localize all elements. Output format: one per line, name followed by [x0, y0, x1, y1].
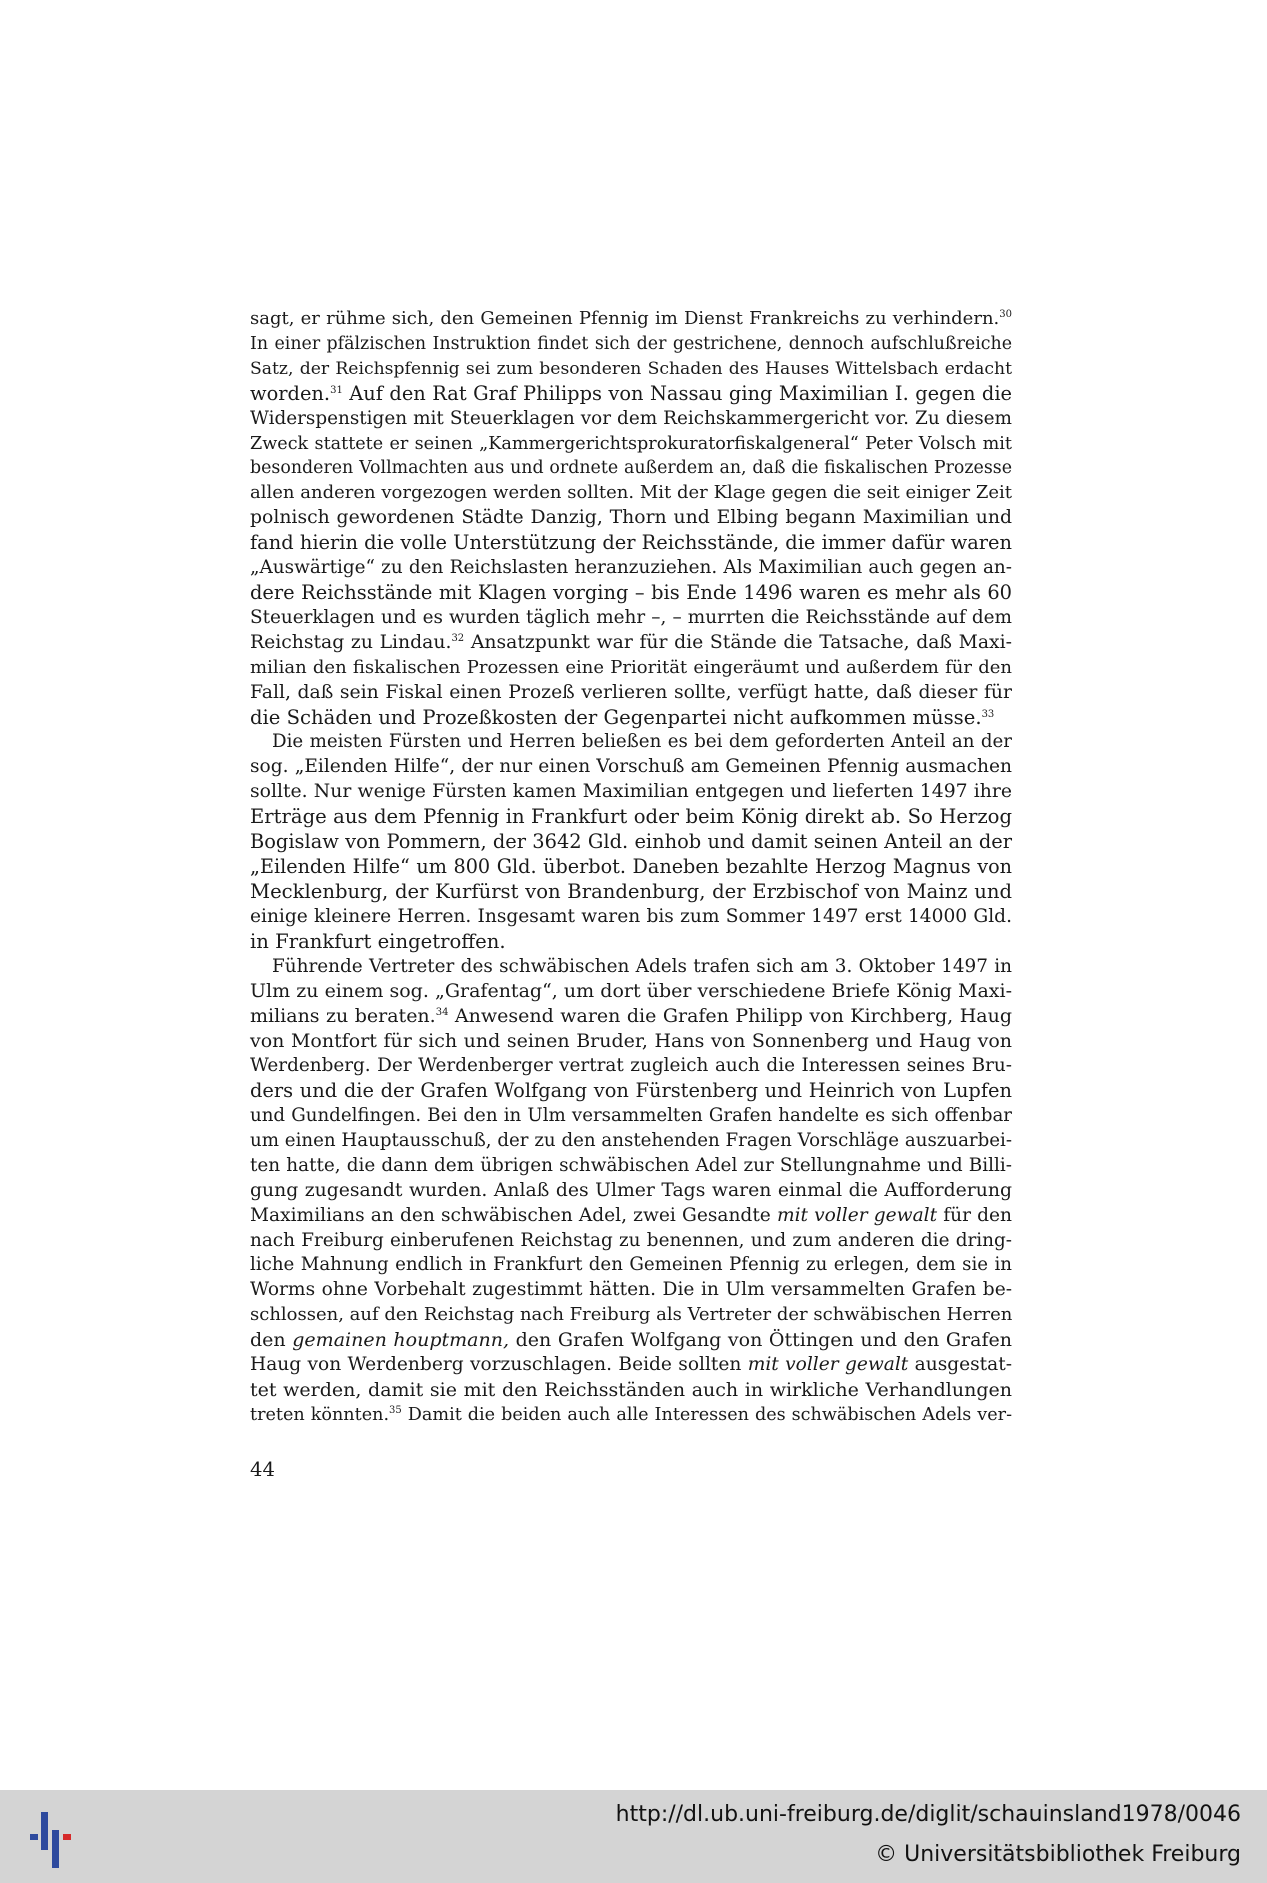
text-line	[250, 432, 1012, 457]
text-line	[250, 382, 1012, 407]
text-run: allen anderen vorgezogen werden sollten. Mit der Klage gegen die seit einiger Zeit	[250, 482, 1012, 504]
text-run: tet werden, damit sie mit den Reichsständen auch in wirkliche Verhandlungen	[250, 1378, 1012, 1401]
text-line	[250, 1229, 1012, 1254]
text-line	[250, 681, 1012, 706]
footer-bar	[0, 1790, 1267, 1883]
text-run: Auf den Rat Graf Philipps von Nassau ging Maximilian I. gegen die	[342, 381, 1012, 405]
text-line	[250, 307, 1012, 332]
footnote-marker: 31	[330, 384, 343, 396]
text-run: „Eilenden Hilfe“ um 800 Gld. überbot. Daneben bezahlte Herzog Magnus von	[250, 854, 1012, 878]
text-line	[250, 706, 1012, 731]
text-line	[250, 332, 1012, 357]
text-line	[250, 1303, 1012, 1328]
text-run: liche Mahnung endlich in Frankfurt den Gemeinen Pfennig zu erlegen, dem sie in	[250, 1254, 1012, 1276]
text-line	[250, 407, 1012, 432]
text-run: Maximilians an den schwäbischen Adel, zwei Gesandte	[250, 1204, 777, 1226]
text-line	[250, 1353, 1012, 1378]
text-line	[250, 780, 1012, 805]
text-line	[250, 456, 1012, 481]
text-run: worden.	[250, 381, 331, 405]
footnote-marker: 33	[981, 708, 995, 720]
footnote-marker: 34	[435, 1007, 449, 1019]
text-line	[250, 631, 1012, 656]
text-line	[250, 755, 1012, 780]
footnote-marker: 30	[999, 309, 1012, 320]
copyright-notice: © Universitätsbibliothek Freiburg	[875, 1842, 1241, 1867]
text-run: sagt, er rühme sich, den Gemeinen Pfennig im Dienst Frankreichs zu verhindern.	[250, 308, 1000, 329]
text-line	[250, 930, 1012, 955]
text-line	[250, 531, 1012, 556]
text-run: ders und die der Grafen Wolfgang von Fürstenberg und Heinrich von Lupfen	[250, 1079, 1012, 1103]
footnote-marker: 32	[451, 632, 465, 644]
text-run: um einen Hauptausschuß, der zu den anstehenden Fragen Vorschläge auszuarbei-	[250, 1129, 1012, 1151]
text-run: nach Freiburg einberufenen Reichstag zu benennen, und zum anderen die dring-	[250, 1229, 1012, 1251]
text-line	[250, 357, 1012, 382]
text-line	[250, 1154, 1012, 1179]
text-line	[250, 1378, 1012, 1403]
page-number: 44	[250, 1458, 275, 1481]
text-run: einige kleinere Herren. Insgesamt waren bis zum Sommer 1497 erst 14000 Gld.	[250, 905, 1012, 927]
text-run: Werdenberg. Der Werdenberger vertrat zugleich auch die Interessen seines Bru-	[250, 1055, 1012, 1077]
text-run: die Schäden und Prozeßkosten der Gegenpartei nicht aufkommen müsse.	[250, 705, 982, 729]
text-run: ten hatte, die dann dem übrigen schwäbischen Adel zur Stellungnahme und Billi-	[250, 1154, 1012, 1176]
text-run: treten könnten.	[250, 1404, 390, 1425]
text-run: Mecklenburg, der Kurfürst von Brandenburg, der Erzbischof von Mainz und	[250, 879, 1012, 903]
ub-freiburg-logo-icon	[30, 1804, 78, 1868]
text-run: Die meisten Fürsten und Herren beließen es bei dem geforderten Anteil an der	[272, 731, 1012, 753]
text-line	[250, 606, 1012, 631]
text-run: Haug von Werdenberg vorzuschlagen. Beide sollten	[250, 1354, 748, 1376]
text-run: Erträge aus dem Pfennig in Frankfurt oder beim König direkt ab. So Herzog	[250, 805, 1012, 829]
text-line	[250, 1253, 1012, 1278]
text-run: „Auswärtige“ zu den Reichslasten heranzuziehen. Als Maximilian auch gegen an-	[250, 557, 1012, 579]
text-run: polnisch gewordenen Städte Danzig, Thorn und Elbing begann Maximilian und	[250, 507, 1012, 529]
text-line	[250, 1204, 1012, 1229]
text-run: und Gundelfingen. Bei den in Ulm versammelten Grafen handelte es sich offenbar	[250, 1105, 1012, 1126]
text-line	[250, 830, 1012, 855]
text-run: den Grafen Wolfgang von Öttingen und den Grafen	[509, 1329, 1012, 1352]
text-run: sollte. Nur wenige Fürsten kamen Maximilian entgegen und lieferten 1497 ihre	[250, 781, 1012, 803]
text-run: in Frankfurt eingetroffen.	[250, 929, 506, 953]
text-run: Fall, daß sein Fiskal einen Prozeß verlieren sollte, verfügt hatte, daß dieser für	[250, 681, 1012, 703]
text-run: von Montfort für sich und seinen Bruder, Hans von Sonnenberg und Haug von	[250, 1030, 1012, 1053]
text-run: Steuerklagen und es wurden täglich mehr –, – murrten die Reichsstände auf dem	[250, 606, 1012, 628]
page-text	[250, 307, 1012, 1428]
text-line	[250, 481, 1012, 506]
text-run: dere Reichsstände mit Klagen vorging – bis Ende 1496 waren es mehr als 60	[250, 580, 1012, 604]
text-run: milian den fiskalischen Prozessen eine Priorität eingeräumt und außerdem für den	[250, 656, 1012, 678]
text-run: Bogislaw von Pommern, der 3642 Gld. einhob und damit seinen Anteil an der	[250, 830, 1012, 854]
text-run: fand hierin die volle Unterstützung der Reichsstände, die immer dafür waren	[250, 531, 1012, 555]
text-line	[250, 1328, 1012, 1353]
text-line	[250, 1129, 1012, 1154]
text-run: Ansatzpunkt war für die Stände die Tatsache, daß Maxi-	[464, 631, 1012, 653]
text-run: Zweck stattete er seinen „Kammergerichtsprokuratorfiskalgeneral“ Peter Volsch mit	[250, 433, 1012, 454]
text-run: für den	[937, 1204, 1013, 1226]
text-line	[250, 581, 1012, 606]
italic-text: mit voller gewalt	[776, 1204, 938, 1226]
text-line	[250, 1179, 1012, 1204]
text-run: schlossen, auf den Reichstag nach Freiburg als Vertreter der schwäbischen Herren	[250, 1304, 1013, 1326]
text-run: Ulm zu einem sog. „Grafentag“, um dort über verschiedene Briefe König Maxi-	[250, 980, 1012, 1003]
text-run: Reichstag zu Lindau.	[250, 631, 452, 653]
text-line	[250, 1079, 1012, 1104]
text-run: sog. „Eilenden Hilfe“, der nur einen Vorschuß am Gemeinen Pfennig ausmachen	[250, 756, 1012, 778]
footnote-marker: 35	[389, 1404, 402, 1416]
text-run: den	[250, 1329, 293, 1352]
text-run: Führende Vertreter des schwäbischen Adels trafen sich am 3. Oktober 1497 in	[272, 955, 1012, 977]
text-run: In einer pfälzischen Instruktion findet sich der gestrichene, dennoch aufschlußreiche	[250, 333, 1012, 354]
source-url-link[interactable]: http://dl.ub.uni-freiburg.de/diglit/schauinsland1978/0046	[615, 1802, 1241, 1827]
text-line	[250, 1104, 1012, 1129]
text-run: gung zugesandt wurden. Anlaß des Ulmer Tags waren einmal die Aufforderung	[250, 1179, 1012, 1201]
text-line	[250, 1054, 1012, 1079]
text-line	[250, 1403, 1012, 1428]
text-line	[250, 506, 1012, 531]
text-line	[250, 805, 1012, 830]
text-line	[250, 1004, 1012, 1029]
text-run: ausgestat-	[908, 1354, 1012, 1376]
text-run: milians zu beraten.	[250, 1005, 436, 1028]
text-run: Damit die beiden auch alle Interessen des schwäbischen Adels ver-	[401, 1404, 1013, 1425]
text-run: Satz, der Reichspfennig sei zum besonderen Schaden des Hauses Wittelsbach erdacht	[250, 358, 1012, 379]
text-line	[250, 955, 1012, 980]
text-run: Widerspenstigen mit Steuerklagen vor dem Reichskammergericht vor. Zu diesem	[250, 407, 1012, 429]
text-line	[250, 1029, 1012, 1054]
text-line	[250, 656, 1012, 681]
text-run: besonderen Vollmachten aus und ordnete außerdem an, daß die fiskalischen Prozesse	[250, 458, 1012, 479]
italic-text: mit voller gewalt	[747, 1354, 909, 1376]
text-line	[250, 556, 1012, 581]
text-line	[250, 730, 1012, 755]
text-line	[250, 855, 1012, 880]
text-line	[250, 979, 1012, 1004]
text-run: Anwesend waren die Grafen Philipp von Kirchberg, Haug	[448, 1005, 1012, 1028]
italic-text: gemainen houptmann,	[292, 1329, 509, 1352]
text-line	[250, 905, 1012, 930]
text-line	[250, 880, 1012, 905]
text-run: Worms ohne Vorbehalt zugestimmt hätten. Die in Ulm versammelten Grafen be-	[250, 1279, 1012, 1301]
text-line	[250, 1278, 1012, 1303]
